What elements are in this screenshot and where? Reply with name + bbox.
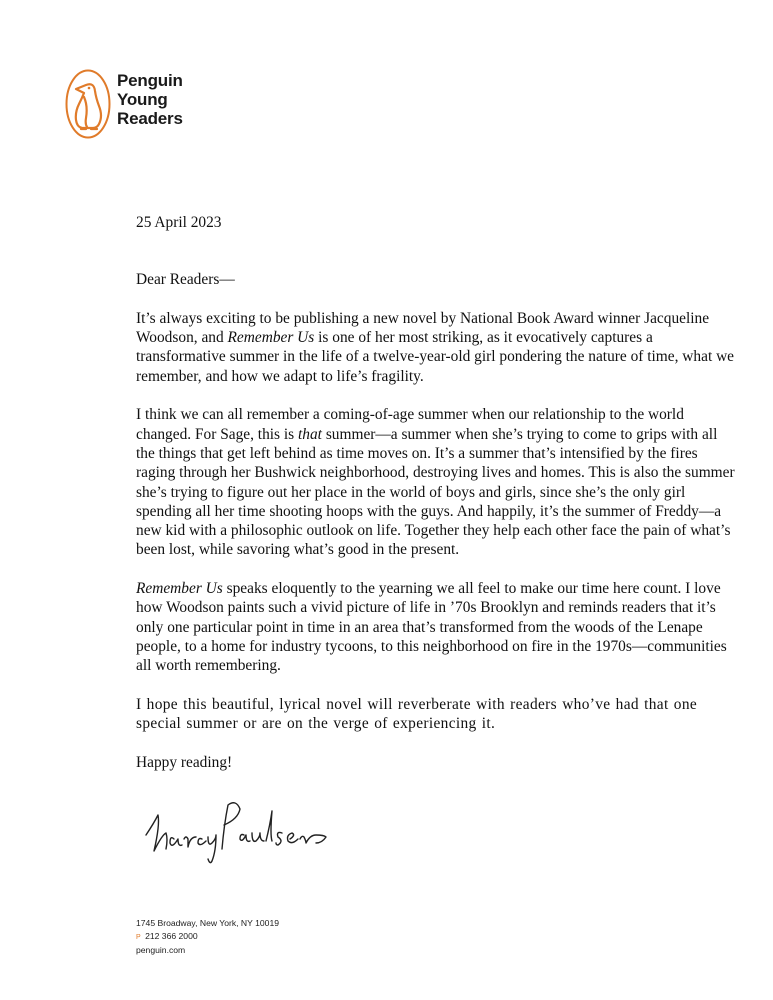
- book-title: Remember Us: [136, 580, 223, 598]
- logo-wordmark: [117, 71, 183, 128]
- signature-image: [140, 795, 340, 865]
- paragraph-text: It’s always exciting to be publishing a new novel by National Book Award winner Jacqueline Woodson, and: [136, 309, 710, 347]
- phone-label: P: [136, 934, 141, 942]
- letterhead-footer: [136, 917, 279, 958]
- address: 1745 Broadway, New York, NY 10019: [136, 918, 280, 928]
- paragraph-2: [136, 405, 736, 559]
- website: penguin.com: [136, 945, 186, 956]
- letter-date: 25 April 2023: [136, 214, 222, 231]
- closing: Happy reading!: [136, 753, 233, 771]
- salutation: Dear Readers—: [136, 271, 235, 289]
- phone-line: [136, 930, 279, 944]
- letter-body: [136, 213, 736, 791]
- logo-line-1: Penguin: [117, 71, 183, 90]
- logo-line-2: Young: [117, 90, 168, 109]
- paragraph-text: is one of her most striking, as it evocatively captures a transformative summer in the life of a twelve-year-old girl pondering the nature of time, what we remember, and how we adapt to life’s fragility.: [136, 329, 735, 385]
- emphasis-text: that: [298, 425, 322, 443]
- signature: [140, 795, 340, 870]
- penguin-oval-icon: [64, 68, 112, 140]
- paragraph-text: I hope this beautiful, lyrical novel will reverberate with readers who’ve had that one special summer or are on the verge of experiencing it.: [136, 695, 698, 733]
- penguin-young-readers-logo: [64, 68, 204, 140]
- phone-number: 212 366 2000: [145, 931, 198, 942]
- logo-line-3: Readers: [117, 109, 183, 128]
- paragraph-text: I think we can all remember a coming-of-age summer when our relationship to the world changed. For Sage, this is: [136, 406, 684, 443]
- paragraph-3: [136, 579, 736, 675]
- paragraph-1: [136, 309, 736, 386]
- paragraph-4: [136, 695, 736, 734]
- paragraph-text: speaks eloquently to the yearning we all feel to make our time here count. I love how Woodson paints such a vivid picture of life in ’70s Brooklyn and reminds readers that it’s only one particular point in time in an area that’s transformed from the woods of the Lenape people, to a home for industry tycoons, to this neighborhood on fire in the 1970s—communities all worth remembering.: [136, 580, 727, 675]
- book-title: Remember Us: [227, 329, 315, 347]
- paragraph-text: summer—a summer when she’s trying to come to grips with all the things that get left behind as time moves on. It’s a summer that’s intensified by the fires raging through her Bushwick neighborhood, destroying lives and homes. This is also the summer she’s trying to figure out her place in the world of boys and girls, since she’s the only girl spending all her time shooting hoops with the guys. And happily, it’s the summer of Freddy—a new kid with a philosophic outlook on life. Together they help each other face the pain of what’s been lost, while savoring what’s good in the present.: [136, 425, 735, 559]
